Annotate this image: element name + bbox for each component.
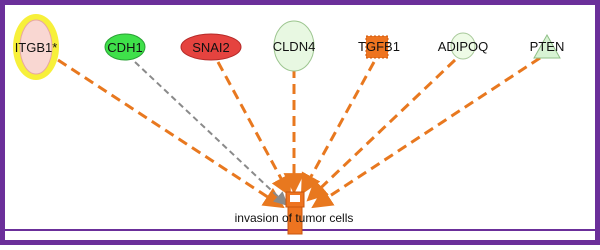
pten-label: PTEN [529, 39, 565, 54]
node-pten[interactable] [530, 35, 565, 58]
cldn4-label: CLDN4 [272, 39, 316, 54]
snai2-label: SNAI2 [192, 40, 230, 55]
node-adipoq[interactable] [438, 33, 489, 59]
cdh1-label: CDH1 [107, 40, 143, 55]
edge-itgb1-invasion [58, 60, 283, 207]
node-itgb1[interactable] [13, 14, 59, 80]
edge-cdh1-invasion [135, 62, 287, 205]
node-cdh1[interactable] [105, 34, 145, 60]
itgb1-label: ITGB1* [14, 40, 58, 55]
node-cldn4[interactable] [273, 21, 316, 71]
tgfb1-label: TGFB1 [358, 39, 400, 54]
edge-pten-invasion [313, 58, 540, 207]
edges-layer [58, 58, 540, 207]
invasion-label: invasion of tumor cells [234, 211, 354, 225]
node-tgfb1[interactable] [358, 36, 400, 58]
node-invasion-of-tumor-cells[interactable] [235, 192, 354, 234]
node-snai2[interactable] [181, 34, 241, 60]
adipoq-label: ADIPOQ [437, 39, 489, 54]
